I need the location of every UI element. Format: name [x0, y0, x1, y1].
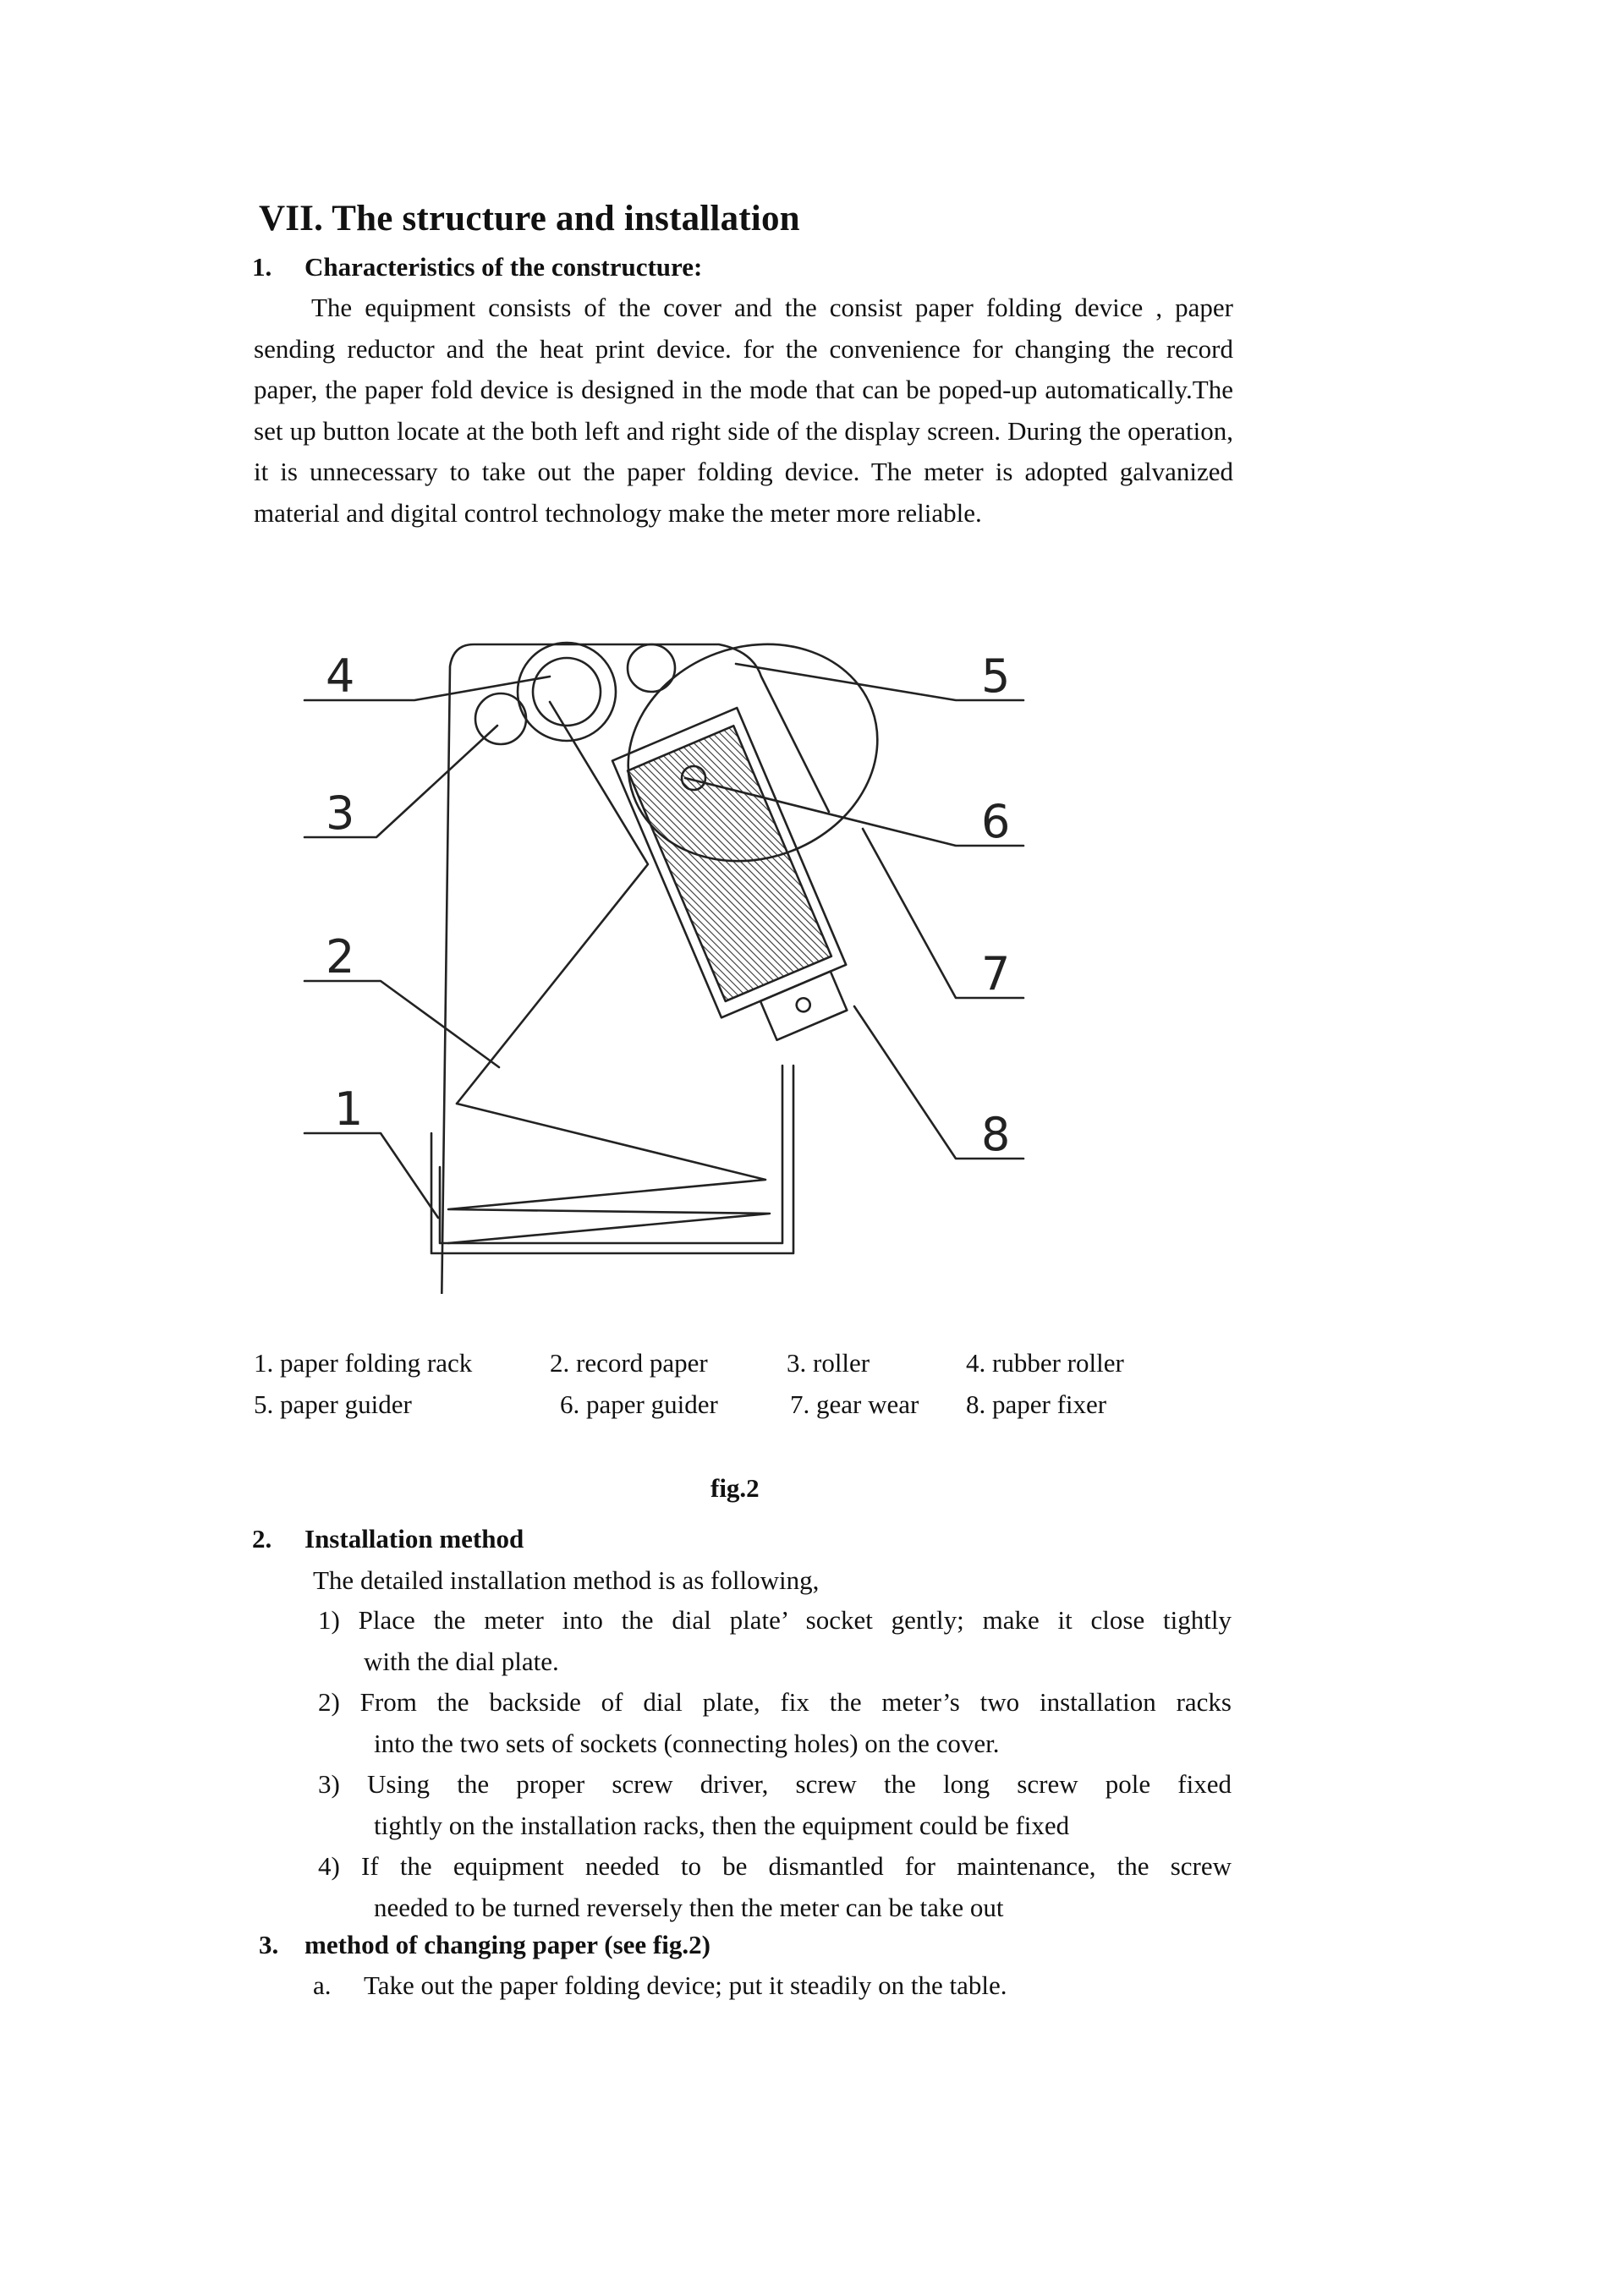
- install-step-4: [318, 1846, 1232, 1928]
- callout-7: 7: [981, 947, 1011, 1000]
- section-3-number: 3.: [259, 1930, 279, 1959]
- legend-item-2: 2. record paper: [550, 1348, 708, 1378]
- legend-item-1: 1. paper folding rack: [254, 1348, 473, 1378]
- install-step-2: [318, 1682, 1232, 1764]
- section-1-paragraph: The equipment consists of the cover and the consist paper folding device , paper sending reductor and the heat print device. for the convenience for changing the record paper, the paper fold device is designed in the mode that can be poped-up automatically.The set up button locate at the both left and right side of the display screen. During the operation, it is unnecessary to take out the paper folding device. The meter is adopted galvanized material and digital control technology make the meter more reliable.: [254, 293, 1233, 528]
- section-2-number: 2.: [252, 1524, 272, 1553]
- callout-6: 6: [981, 795, 1011, 848]
- install-step-2-line-2: into the two sets of sockets (connecting holes) on the cover.: [374, 1728, 1000, 1758]
- install-step-2-line-1: 2) From the backside of dial plate, fix the meter’s two installation racks: [318, 1687, 1232, 1717]
- install-step-3-line-1: 3) Using the proper screw driver, screw the long screw pole fixed: [318, 1769, 1232, 1799]
- legend-item-5: 5. paper guider: [254, 1389, 412, 1419]
- guide-roller: [628, 644, 675, 692]
- fixer-hole: [794, 996, 812, 1014]
- leader-2: [304, 981, 499, 1067]
- section-2-intro: The detailed installation method is as following,: [313, 1565, 820, 1595]
- callout-1: 1: [334, 1082, 364, 1136]
- tray-outer: [431, 1066, 793, 1253]
- callout-5: 5: [981, 649, 1011, 703]
- install-step-1-line-2: with the dial plate.: [364, 1646, 559, 1676]
- callout-4: 4: [326, 649, 355, 703]
- install-step-3: [318, 1764, 1232, 1846]
- section-3-item-marker: a.: [313, 1970, 332, 2000]
- section-3-item-text: Take out the paper folding device; put it steadily on the table.: [364, 1970, 1007, 2000]
- callout-3: 3: [326, 786, 355, 840]
- section-2-title: Installation method: [304, 1524, 524, 1553]
- section-3-title: method of changing paper (see fig.2): [304, 1930, 710, 1959]
- rubber-roller-inner: [533, 658, 601, 726]
- section-2-heading: [252, 1524, 1013, 1558]
- legend-item-3: 3. roller: [787, 1348, 870, 1378]
- paper-stack: [628, 726, 831, 1001]
- page-heading: VII. The structure and installation: [259, 199, 800, 238]
- legend-item-7: 7. gear wear: [790, 1389, 919, 1419]
- callout-2: 2: [326, 930, 355, 984]
- leader-5: [736, 664, 1023, 700]
- install-step-4-line-2: needed to be turned reversely then the meter can be take out: [374, 1892, 1004, 1922]
- install-step-1-line-1: 1) Place the meter into the dial plate’ socket gently; make it close tightly: [318, 1605, 1232, 1635]
- callout-8: 8: [981, 1108, 1011, 1161]
- small-roller: [475, 693, 526, 744]
- leader-1: [304, 1133, 438, 1218]
- legend-item-6: 6. paper guider: [560, 1389, 718, 1419]
- legend-item-4: 4. rubber roller: [966, 1348, 1124, 1378]
- section-1-title: Characteristics of the constructure:: [304, 252, 703, 282]
- install-step-4-line-1: 4) If the equipment needed to be dismantled for maintenance, the screw: [318, 1851, 1232, 1881]
- figure-diagram: [296, 626, 1142, 1294]
- legend-item-8: 8. paper fixer: [966, 1389, 1107, 1419]
- figure-title: fig.2: [710, 1473, 760, 1503]
- left-guide: [457, 702, 648, 1104]
- section-3-heading: [259, 1930, 1020, 1964]
- section-1-number: 1.: [252, 252, 272, 282]
- install-step-3-line-2: tightly on the installation racks, then the equipment could be fixed: [374, 1810, 1070, 1840]
- section-1-heading: [252, 252, 1013, 286]
- install-step-1: [318, 1600, 1232, 1682]
- record-paper: [448, 1104, 770, 1243]
